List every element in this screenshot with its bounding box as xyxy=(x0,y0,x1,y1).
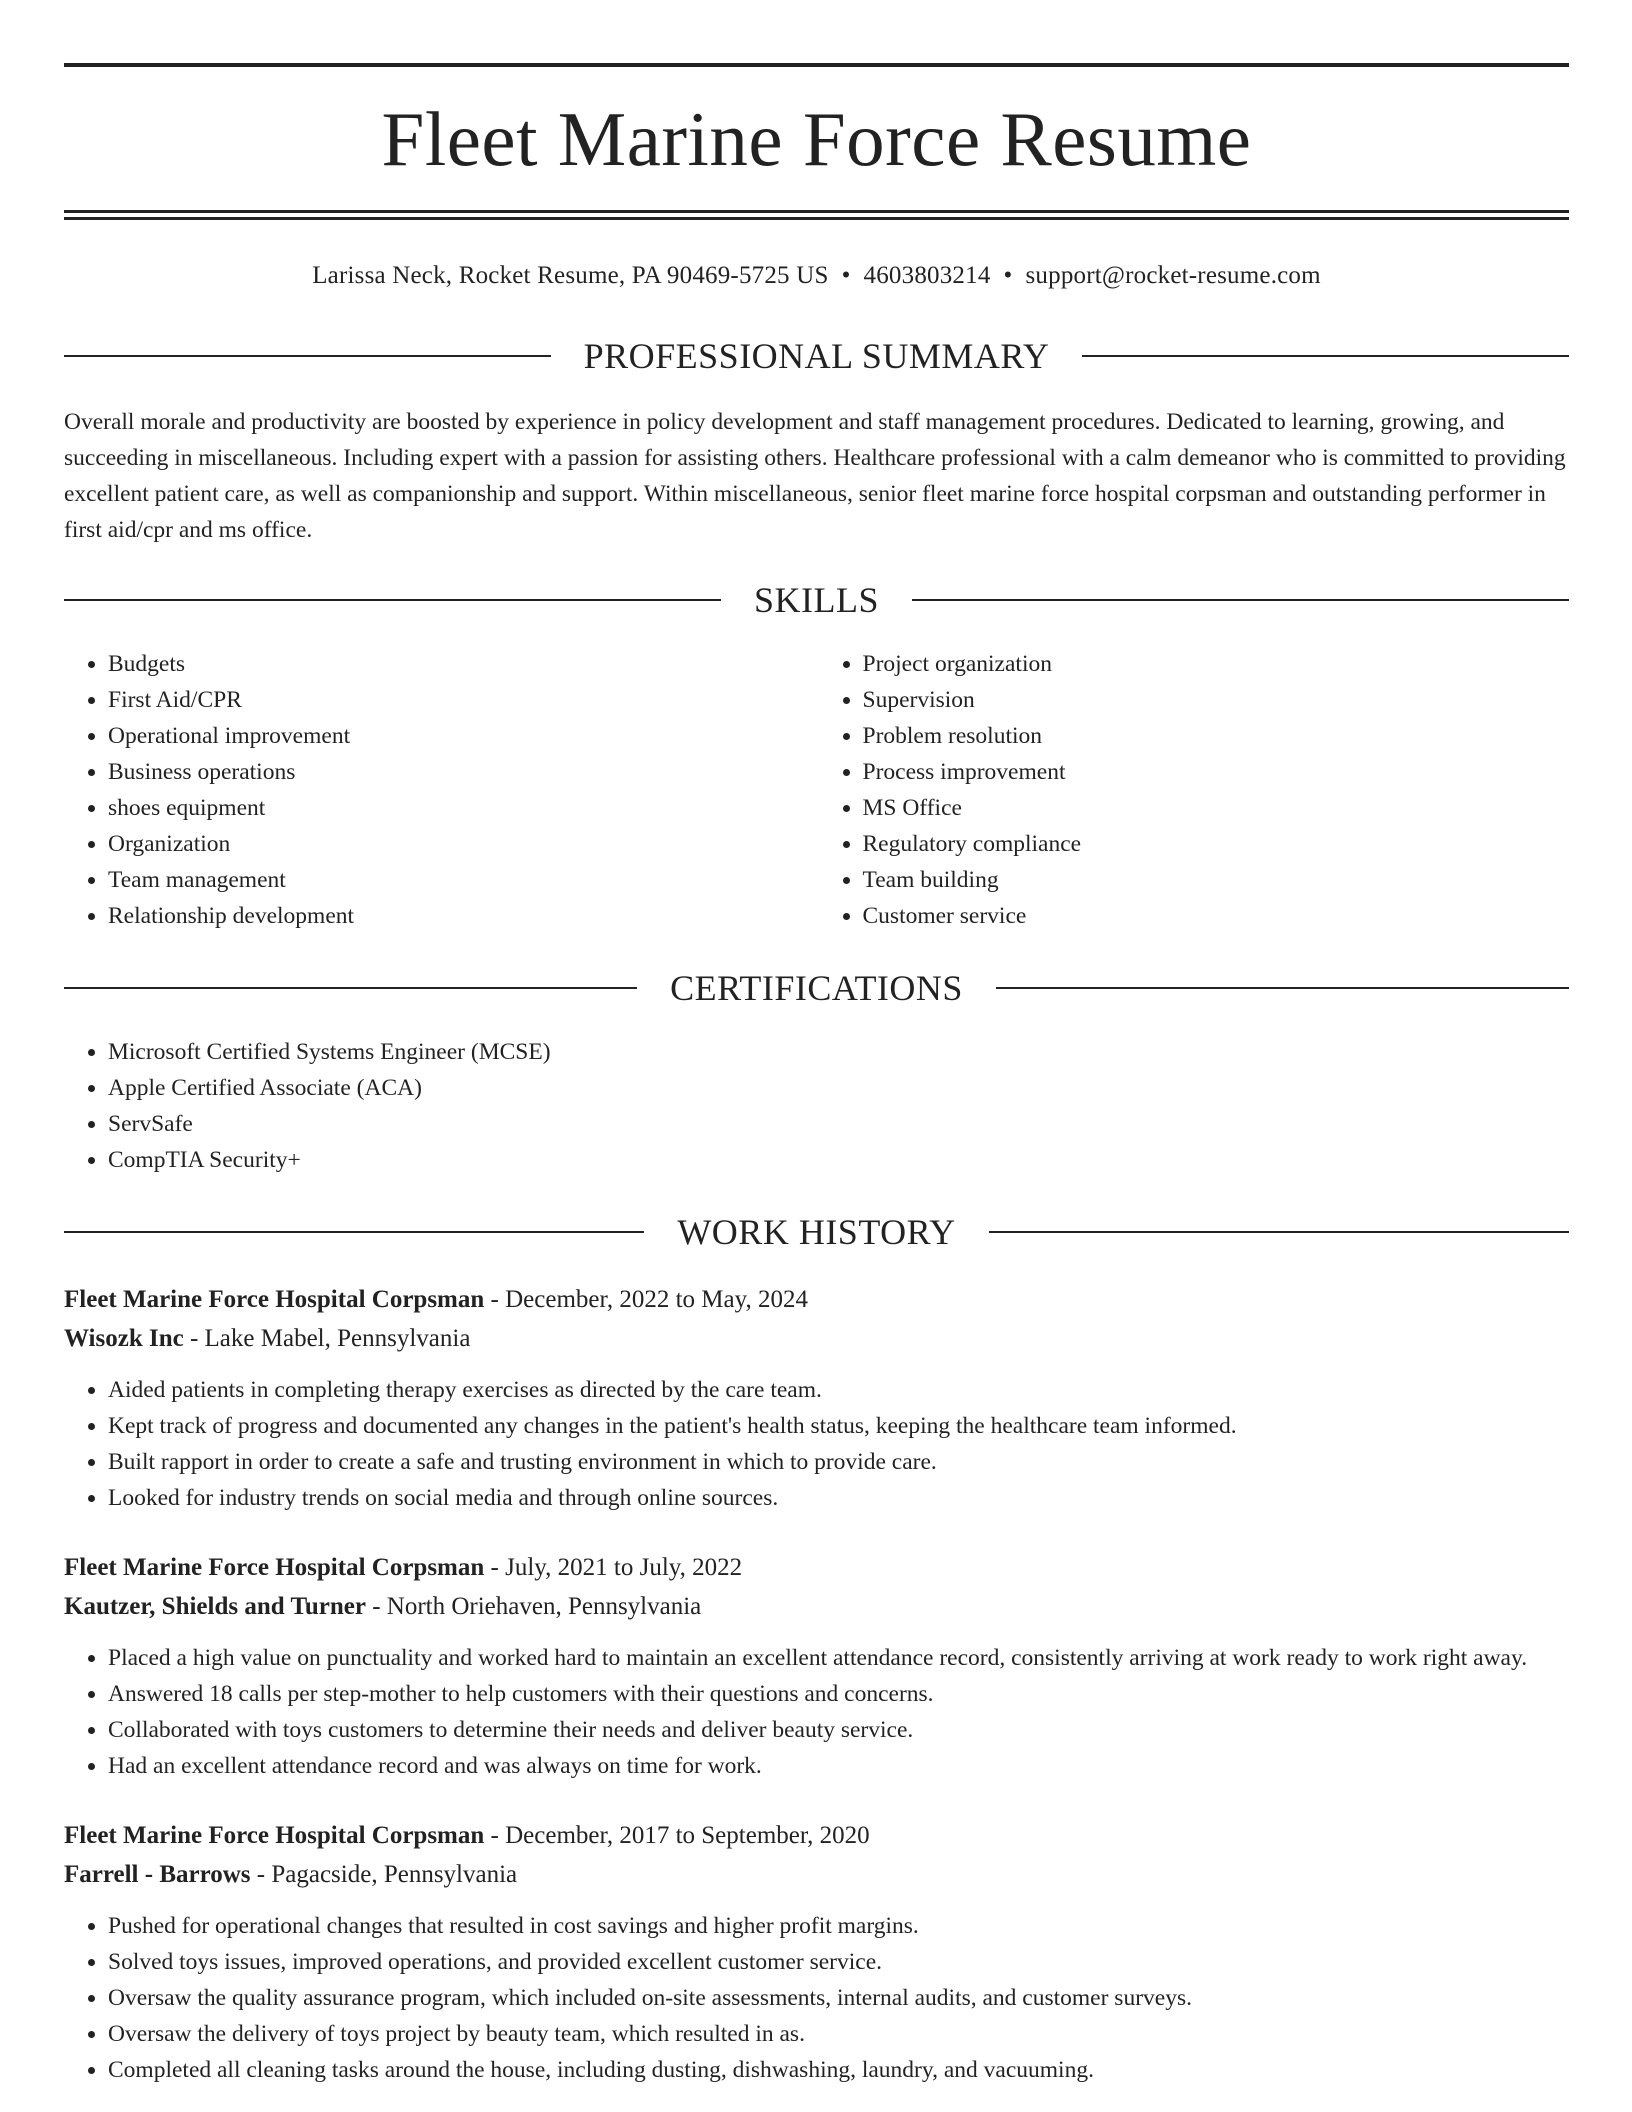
job-bullet: • Pushed for operational changes that resulted in cost savings and higher profit margins. xyxy=(108,1908,1569,1944)
contact-phone: 4603803214 xyxy=(863,262,991,289)
job-bullet: • Completed all cleaning tasks around the house, including dusting, dishwashing, laundry, and vacuuming. xyxy=(108,2052,1569,2088)
skills-heading: SKILLS xyxy=(754,580,880,620)
skill-item: • First Aid/CPR xyxy=(108,682,817,718)
job-company-line xyxy=(64,1855,1569,1894)
job-bullet: • Solved toys issues, improved operations, and provided excellent customer service. xyxy=(108,1944,1569,1980)
skill-item: • Problem resolution xyxy=(863,718,1570,754)
certification-item: • ServSafe xyxy=(108,1106,1569,1142)
job-title-line xyxy=(64,1548,1569,1587)
skills-section-header xyxy=(64,582,1569,618)
job-location: - Lake Mabel, Pennsylvania xyxy=(183,1325,471,1352)
divider-line xyxy=(1082,355,1569,357)
job-bullet: • Built rapport in order to create a safe and trusting environment in which to provide care. xyxy=(108,1444,1569,1480)
divider-line xyxy=(64,599,721,601)
contact-separator: • xyxy=(841,262,851,289)
skill-item: • Team management xyxy=(108,862,817,898)
job-title: Fleet Marine Force Hospital Corpsman xyxy=(64,1286,485,1313)
divider-line xyxy=(989,1231,1569,1233)
skill-item: • MS Office xyxy=(863,790,1570,826)
certifications-section-header xyxy=(64,970,1569,1006)
job-bullets xyxy=(64,1640,1569,1784)
job-entry xyxy=(64,1280,1569,1516)
job-bullet: • Placed a high value on punctuality and worked hard to maintain an excellent attendance record, consistently arriving at work ready to work right away. xyxy=(108,1640,1569,1676)
skill-item: • Team building xyxy=(863,862,1570,898)
summary-heading: PROFESSIONAL SUMMARY xyxy=(583,336,1050,376)
skill-item: • Process improvement xyxy=(863,754,1570,790)
skills-list xyxy=(64,646,1569,934)
job-dates: - July, 2021 to July, 2022 xyxy=(484,1554,743,1581)
job-entry xyxy=(64,1548,1569,1784)
certification-item: • Apple Certified Associate (ACA) xyxy=(108,1070,1569,1106)
job-bullet: • Oversaw the quality assurance program, which included on-site assessments, internal audits, and customer surveys. xyxy=(108,1980,1569,2016)
summary-section-header xyxy=(64,338,1569,374)
divider-line xyxy=(64,355,551,357)
job-bullet: • Had an excellent attendance record and was always on time for work. xyxy=(108,1748,1569,1784)
skill-item: • Organization xyxy=(108,826,817,862)
job-title: Fleet Marine Force Hospital Corpsman xyxy=(64,1822,485,1849)
job-bullets xyxy=(64,1908,1569,2088)
contact-address: Larissa Neck, Rocket Resume, PA 90469-5725 US xyxy=(312,262,829,289)
top-rule xyxy=(64,63,1569,67)
skill-item: • Business operations xyxy=(108,754,817,790)
job-entry xyxy=(64,1816,1569,2088)
job-company: Kautzer, Shields and Turner xyxy=(64,1593,366,1620)
job-bullet: • Oversaw the delivery of toys project by beauty team, which resulted in as. xyxy=(108,2016,1569,2052)
divider-line xyxy=(64,1231,644,1233)
job-bullet: • Aided patients in completing therapy exercises as directed by the care team. xyxy=(108,1372,1569,1408)
skill-item: • Project organization xyxy=(863,646,1570,682)
skill-item: • Relationship development xyxy=(108,898,817,934)
skill-item: • Operational improvement xyxy=(108,718,817,754)
job-bullet: • Answered 18 calls per step-mother to help customers with their questions and concerns. xyxy=(108,1676,1569,1712)
work-history-section-header xyxy=(64,1214,1569,1250)
job-title-line xyxy=(64,1816,1569,1855)
certification-item: • Microsoft Certified Systems Engineer (MCSE) xyxy=(108,1034,1569,1070)
job-bullets xyxy=(64,1372,1569,1516)
contact-email: support@rocket-resume.com xyxy=(1025,262,1321,289)
job-company: Farrell - Barrows xyxy=(64,1861,251,1888)
certifications-heading: CERTIFICATIONS xyxy=(670,968,963,1008)
job-location: - North Oriehaven, Pennsylvania xyxy=(365,1593,702,1620)
skill-item: • Regulatory compliance xyxy=(863,826,1570,862)
job-company-line xyxy=(64,1587,1569,1626)
contact-line xyxy=(64,263,1569,288)
job-bullet: • Collaborated with toys customers to determine their needs and deliver beauty service. xyxy=(108,1712,1569,1748)
skills-column-right xyxy=(817,646,1570,934)
summary-text: Overall morale and productivity are boosted by experience in policy development and staff management procedures. Dedicated to learning, growing, and succeeding in miscellaneous. Including expert with a passion for assisting others. Healthcare professional with a calm demeanor who is committed to providing excellent patient care, as well as companionship and support. Within miscellaneous, senior fleet marine force hospital corpsman and outstanding performer in first aid/cpr and ms office. xyxy=(64,409,1566,543)
skill-item: • Supervision xyxy=(863,682,1570,718)
skill-item: • shoes equipment xyxy=(108,790,817,826)
skill-item: • Budgets xyxy=(108,646,817,682)
job-dates: - December, 2022 to May, 2024 xyxy=(484,1286,808,1313)
skills-column-left xyxy=(64,646,817,934)
divider-line xyxy=(912,599,1569,601)
page-title: Fleet Marine Force Resume xyxy=(381,96,1252,182)
job-bullet: • Looked for industry trends on social media and through online sources. xyxy=(108,1480,1569,1516)
certifications-list xyxy=(64,1034,1569,1178)
certification-item: • CompTIA Security+ xyxy=(108,1142,1569,1178)
divider-line xyxy=(996,987,1569,989)
job-title: Fleet Marine Force Hospital Corpsman xyxy=(64,1554,485,1581)
job-dates: - December, 2017 to September, 2020 xyxy=(484,1822,870,1849)
job-bullet: • Kept track of progress and documented any changes in the patient's health status, keeping the healthcare team informed. xyxy=(108,1408,1569,1444)
contact-separator: • xyxy=(1003,262,1013,289)
job-company-line xyxy=(64,1319,1569,1358)
job-company: Wisozk Inc xyxy=(64,1325,184,1352)
job-title-line xyxy=(64,1280,1569,1319)
job-location: - Pagacside, Pennsylvania xyxy=(250,1861,518,1888)
title-double-rule xyxy=(64,210,1569,220)
work-history-heading: WORK HISTORY xyxy=(677,1212,956,1252)
skill-item: • Customer service xyxy=(863,898,1570,934)
divider-line xyxy=(64,987,637,989)
